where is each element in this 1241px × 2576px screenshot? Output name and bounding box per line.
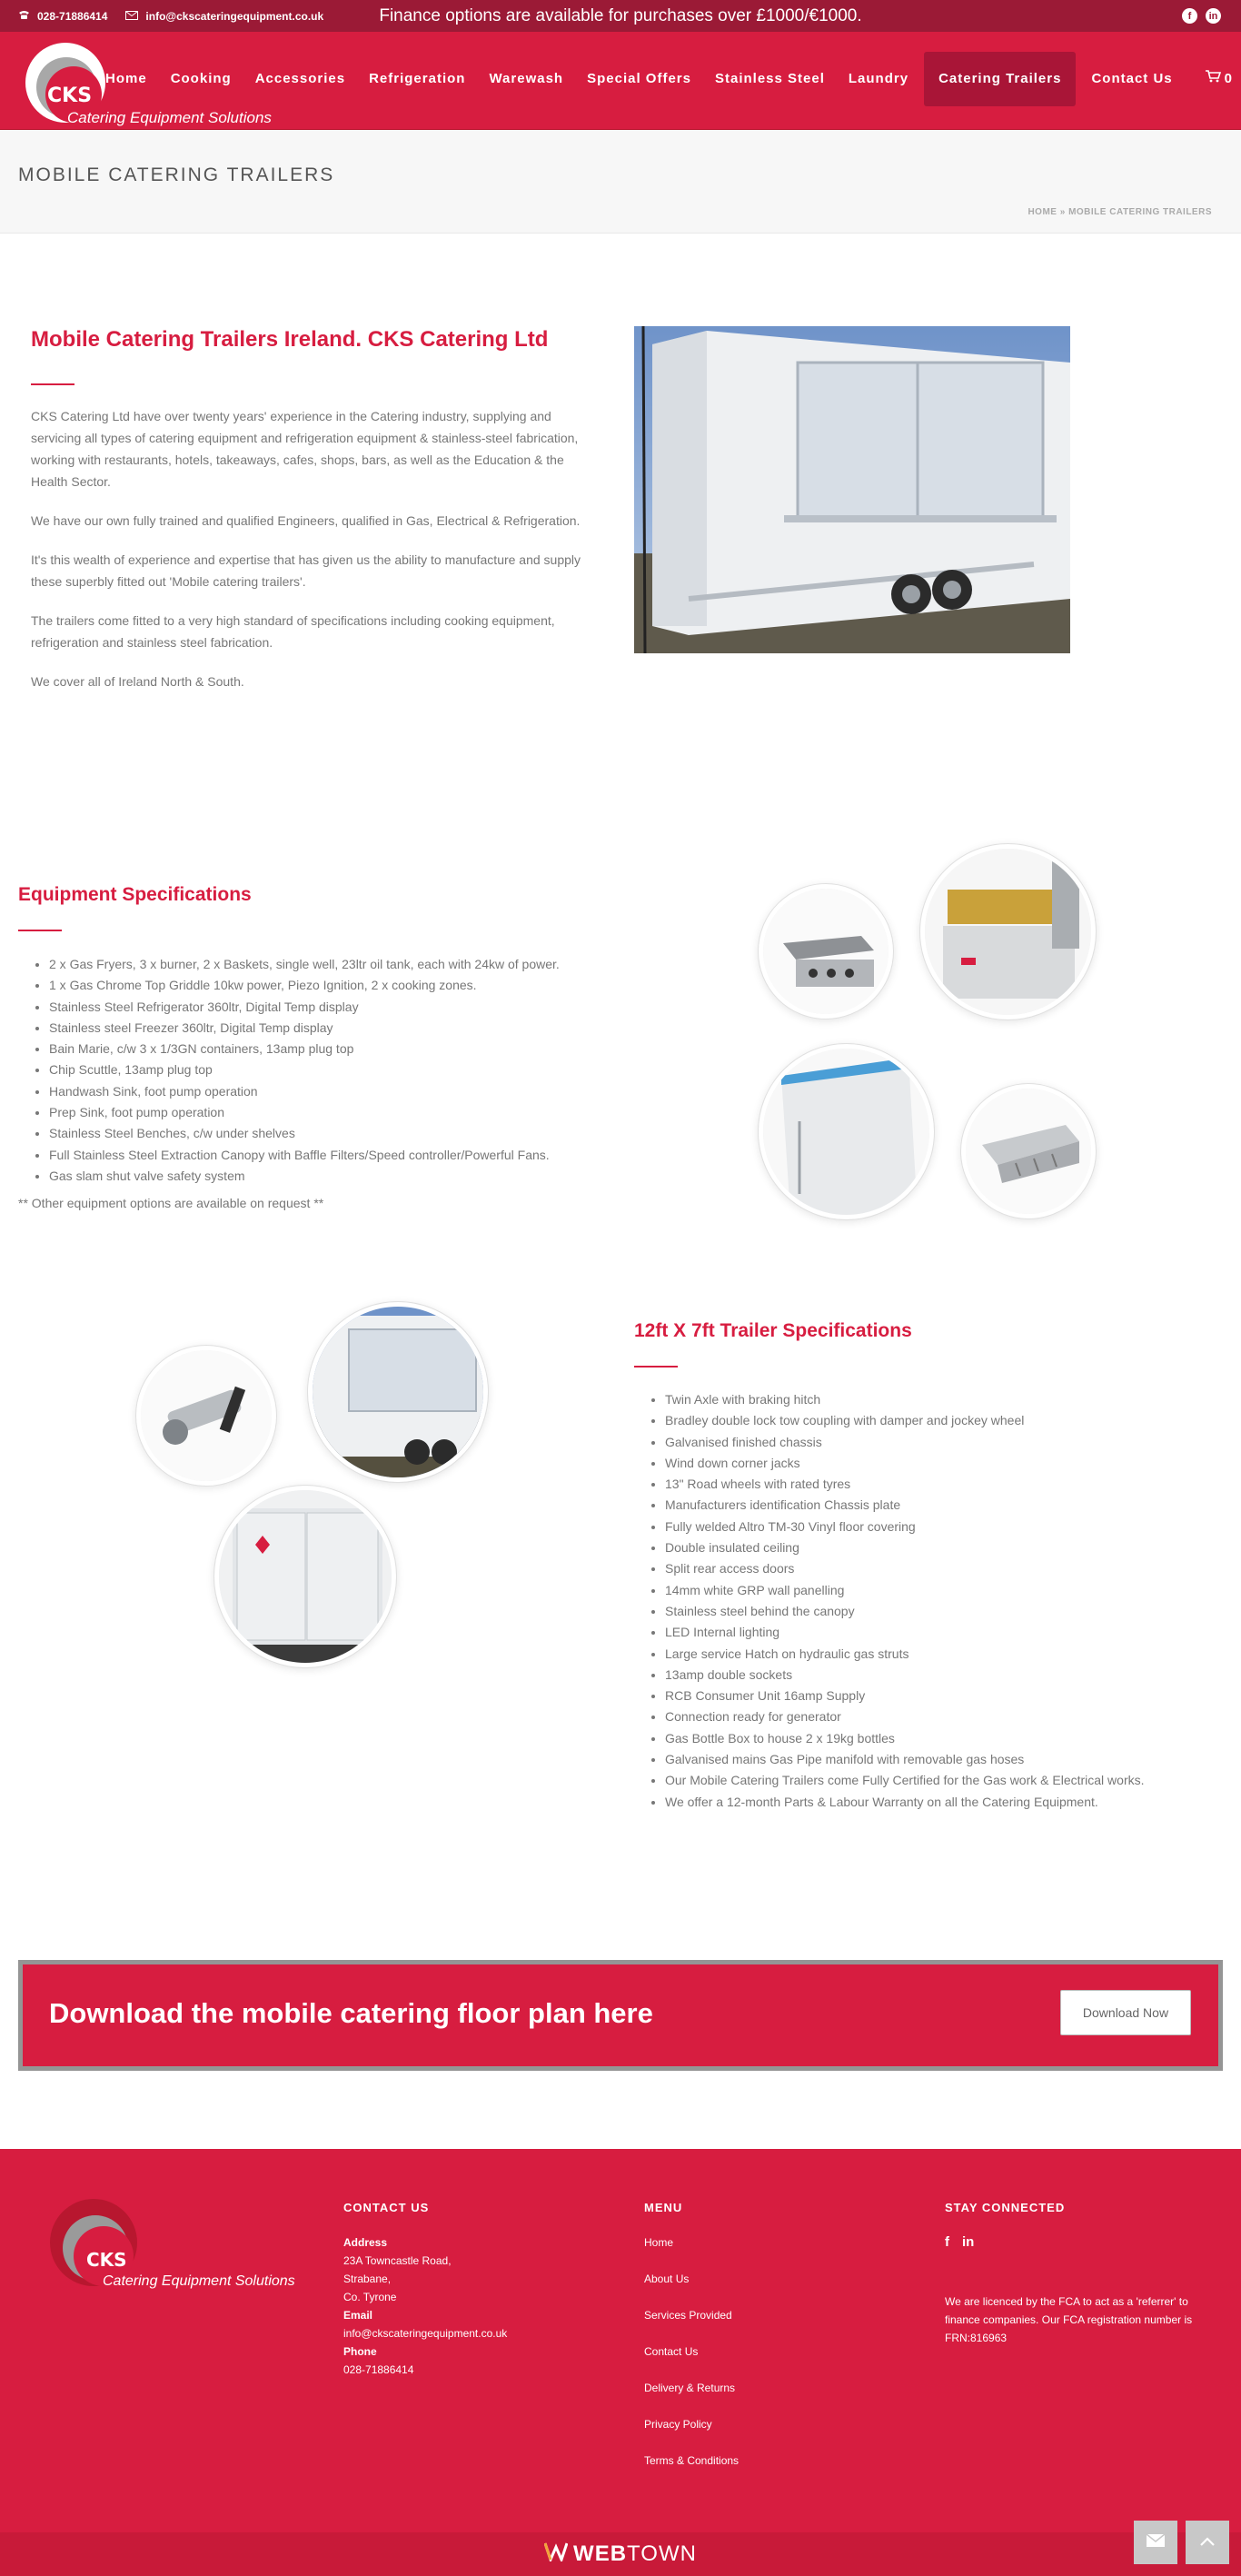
list-item: • Our Mobile Catering Trailers come Fully Certified for the Gas work & Electrical works.: [665, 1770, 1216, 1791]
webtown-logo-icon[interactable]: [544, 2541, 568, 2568]
trailer-side-photo: [308, 1302, 488, 1482]
trailer-specs-list: [634, 1389, 1216, 1813]
list-item: • Stainless Steel Benches, c/w under shelves: [49, 1123, 654, 1144]
list-item: • 13amp double sockets: [665, 1665, 1216, 1686]
phone-label: Phone: [343, 2345, 377, 2358]
facebook-icon[interactable]: f: [1182, 8, 1197, 24]
list-item: • Galvanised finished chassis: [665, 1432, 1216, 1453]
list-item: • 1 x Gas Chrome Top Griddle 10kw power, Piezo Ignition, 2 x cooking zones.: [49, 975, 654, 996]
footer-contact-heading: CONTACT US: [343, 2201, 430, 2214]
nav-laundry[interactable]: Laundry: [848, 71, 909, 86]
trailer-photo: [634, 326, 1070, 653]
fca-notice: We are licenced by the FCA to act as a 'referrer' to finance companies. Our FCA registration number is FRN:816963: [945, 2295, 1193, 2344]
intro-paragraph: CKS Catering Ltd have over twenty years' experience in the Catering industry, supplying and servicing all types of catering equipment and refrigeration equipment & stainless-steel fabrication, working with restaurants, hotels, takeaways, cafes, shops, bars, as well as the Education & the Health Sector.: [31, 409, 579, 489]
contact-envelope-button[interactable]: [1134, 2521, 1177, 2564]
copyright-bar: [0, 2532, 1241, 2576]
list-item: • LED Internal lighting: [665, 1622, 1216, 1643]
list-item: • Bradley double lock tow coupling with damper and jockey wheel: [665, 1410, 1216, 1431]
email-text: info@ckscateringequipment.co.uk: [145, 9, 324, 23]
intro-paragraph: It's this wealth of experience and expertise that has given us the ability to manufacture and supply these superbly fitted out 'Mobile catering trailers'.: [31, 552, 581, 589]
list-item: • Gas Bottle Box to house 2 x 19kg bottles: [665, 1728, 1216, 1749]
floor-plan-heading: Download the mobile catering floor plan here: [49, 1997, 653, 2029]
nav-special-offers[interactable]: Special Offers: [587, 71, 691, 86]
intro-section: [0, 234, 1241, 801]
linkedin-icon[interactable]: in: [1206, 8, 1221, 24]
equipment-list: [18, 954, 654, 1187]
footer-menu-heading: MENU: [644, 2201, 683, 2214]
nav-refrigeration[interactable]: Refrigeration: [369, 71, 466, 86]
trailer-specs-section: [0, 1264, 1241, 1827]
nav-cooking[interactable]: Cooking: [170, 71, 232, 86]
page-title-bar: [0, 130, 1241, 234]
nav-warewash[interactable]: Warewash: [489, 71, 564, 86]
equipment-heading: Equipment Specifications: [18, 884, 252, 905]
footer-logo[interactable]: [50, 2199, 313, 2290]
list-item: • Stainless steel behind the canopy: [665, 1601, 1216, 1622]
download-now-button[interactable]: Download Now: [1060, 1990, 1191, 2035]
floor-plan-banner: [18, 1960, 1223, 2071]
footer-phone[interactable]: 028-71886414: [343, 2363, 414, 2376]
tow-coupling-photo: [136, 1346, 276, 1486]
footer-menu-item[interactable]: Services Provided: [644, 2309, 732, 2322]
trailer-specs-heading: 12ft X 7ft Trailer Specifications: [634, 1320, 912, 1341]
list-item: • 14mm white GRP wall panelling: [665, 1580, 1216, 1601]
footer-menu-item[interactable]: Delivery & Returns: [644, 2382, 736, 2394]
footer-menu-item[interactable]: Terms & Conditions: [644, 2454, 740, 2467]
logo-tagline: Catering Equipment Solutions: [67, 109, 272, 126]
footer-stay-connected: [945, 2199, 1208, 2347]
main-nav: [94, 52, 1185, 106]
scroll-to-top-button[interactable]: [1186, 2521, 1229, 2564]
envelope-icon: [1147, 2534, 1165, 2551]
footer-menu-item[interactable]: Home: [644, 2236, 674, 2249]
phone-link[interactable]: [18, 10, 107, 23]
list-item: • Double insulated ceiling: [665, 1537, 1216, 1558]
list-item: • Fully welded Altro TM-30 Vinyl floor covering: [665, 1517, 1216, 1537]
heading-divider: [18, 930, 62, 931]
footer-menu-item[interactable]: About Us: [644, 2273, 690, 2285]
list-item: • Large service Hatch on hydraulic gas struts: [665, 1644, 1216, 1665]
heading-divider: [634, 1366, 678, 1368]
list-item: • 13" Road wheels with rated tyres: [665, 1474, 1216, 1495]
footer-menu: [644, 2199, 862, 2488]
facebook-icon[interactable]: f: [945, 2234, 949, 2250]
list-item: • Full Stainless Steel Extraction Canopy with Baffle Filters/Speed controller/Powerful Fans.: [49, 1145, 654, 1166]
equipment-section: [0, 801, 1241, 1264]
list-item: • Split rear access doors: [665, 1558, 1216, 1579]
list-item: • 2 x Gas Fryers, 3 x burner, 2 x Baskets, single well, 23ltr oil tank, each with 24kw of power.: [49, 954, 654, 975]
cart-icon: [1206, 52, 1221, 106]
chevron-up-icon: [1200, 2534, 1215, 2551]
site-header: [0, 32, 1241, 130]
list-item: • We offer a 12-month Parts & Labour Warranty on all the Catering Equipment.: [665, 1792, 1216, 1813]
footer-logo-tagline: Catering Equipment Solutions: [103, 2273, 295, 2289]
linkedin-icon[interactable]: in: [962, 2234, 975, 2250]
list-item: • Manufacturers identification Chassis plate: [665, 1495, 1216, 1516]
list-item: • Prep Sink, foot pump operation: [49, 1102, 654, 1123]
phone-icon: [18, 10, 30, 23]
top-bar: [0, 0, 1241, 32]
site-footer: [0, 2149, 1241, 2532]
webtown-brand-bold: WEB: [573, 2541, 628, 2566]
nav-contact-us[interactable]: Contact Us: [1091, 71, 1173, 86]
list-item: • Connection ready for generator: [665, 1706, 1216, 1727]
list-item: • Stainless steel Freezer 360ltr, Digital Temp display: [49, 1018, 654, 1039]
list-item: • Bain Marie, c/w 3 x 1/3GN containers, 13amp plug top: [49, 1039, 654, 1059]
nav-accessories[interactable]: Accessories: [254, 71, 346, 86]
intro-paragraph: We cover all of Ireland North & South.: [31, 674, 244, 689]
canopy-photo: [961, 1084, 1096, 1218]
phone-text: 028-71886414: [37, 9, 108, 23]
list-item: • RCB Consumer Unit 16amp Supply: [665, 1686, 1216, 1706]
intro-paragraph: We have our own fully trained and qualified Engineers, qualified in Gas, Electrical & Refrigeration.: [31, 513, 581, 528]
equipment-note: ** Other equipment options are available on request **: [18, 1196, 324, 1211]
footer-stay-heading: STAY CONNECTED: [945, 2201, 1066, 2214]
logo-text: CKS: [47, 85, 93, 107]
finance-notice: Finance options are available for purchases over £1000/€1000.: [379, 6, 862, 25]
nav-home[interactable]: Home: [105, 71, 147, 86]
address-line: Strabane,: [343, 2273, 392, 2285]
footer-contact: [343, 2199, 561, 2379]
email-link[interactable]: [125, 10, 323, 23]
page-title: MOBILE CATERING TRAILERS: [18, 164, 335, 185]
address-line: 23A Towncastle Road,: [343, 2254, 452, 2267]
nav-catering-trailers[interactable]: Catering Trailers: [924, 52, 1076, 106]
list-item: • Wind down corner jacks: [665, 1453, 1216, 1474]
footer-menu-item[interactable]: Contact Us: [644, 2345, 699, 2358]
list-item: • Gas slam shut valve safety system: [49, 1166, 654, 1187]
breadcrumb[interactable]: HOME » MOBILE CATERING TRAILERS: [1028, 207, 1212, 217]
list-item: • Handwash Sink, foot pump operation: [49, 1081, 654, 1102]
list-item: • Stainless Steel Refrigerator 360ltr, Digital Temp display: [49, 997, 654, 1018]
heading-divider: [31, 383, 74, 385]
footer-email[interactable]: info@ckscateringequipment.co.uk: [343, 2327, 508, 2340]
cart-count: 0: [1224, 71, 1232, 86]
griddle-photo: [759, 884, 893, 1019]
list-item: • Galvanised mains Gas Pipe manifold with removable gas hoses: [665, 1749, 1216, 1770]
intro-paragraph: The trailers come fitted to a very high standard of specifications including cooking equipment, refrigeration and stainless steel fabrication.: [31, 613, 555, 650]
refrigerator-photo: [759, 1044, 934, 1219]
list-item: • Chip Scuttle, 13amp plug top: [49, 1059, 654, 1080]
address-label: Address: [343, 2236, 388, 2249]
envelope-icon: [125, 10, 138, 23]
intro-heading: Mobile Catering Trailers Ireland. CKS Catering Ltd: [31, 327, 549, 352]
address-line: Co. Tyrone: [343, 2291, 397, 2303]
webtown-brand-light: TOWN: [627, 2541, 697, 2566]
fryer-photo: [920, 844, 1096, 1019]
list-item: • Twin Axle with braking hitch: [665, 1389, 1216, 1410]
cart-button[interactable]: [1206, 52, 1232, 106]
rear-doors-photo: [214, 1486, 396, 1667]
email-label: Email: [343, 2309, 373, 2322]
footer-menu-item[interactable]: Privacy Policy: [644, 2418, 712, 2431]
nav-stainless-steel[interactable]: Stainless Steel: [714, 71, 825, 86]
footer-logo-text: CKS: [86, 2249, 127, 2271]
